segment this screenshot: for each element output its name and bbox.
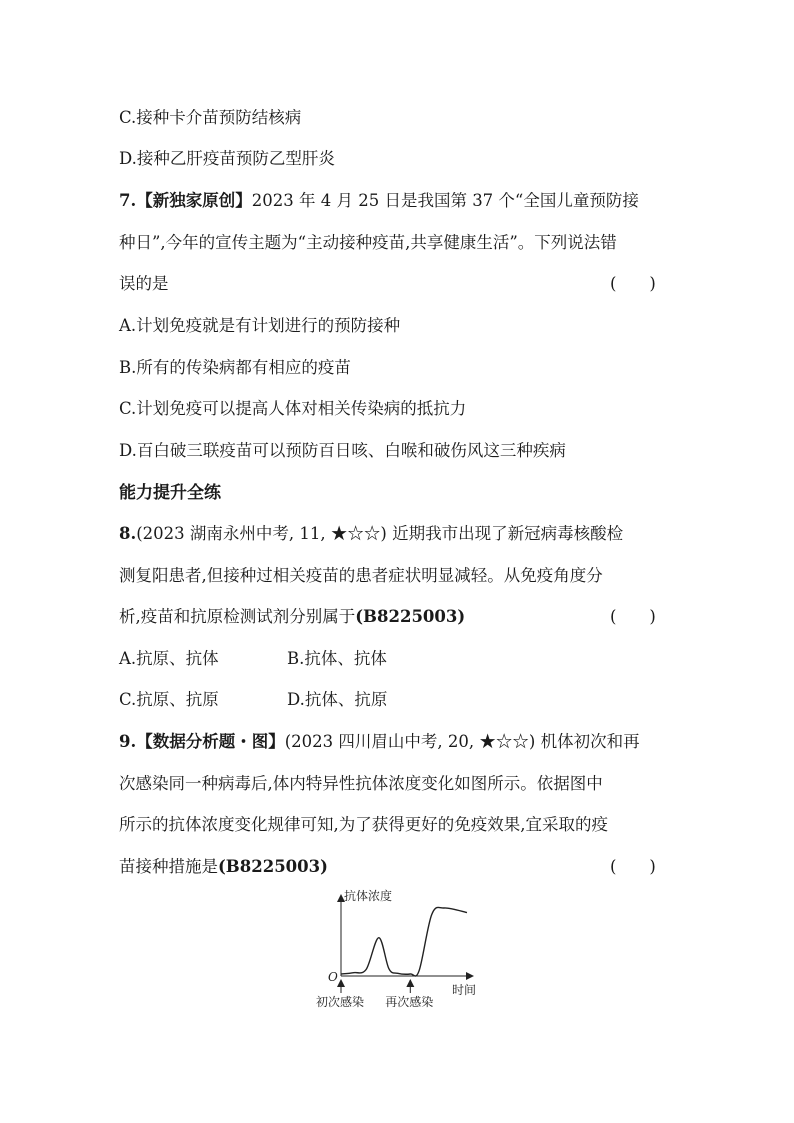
- q9-stem-text1: (2023 四川眉山中考, 20, ★☆☆) 机体初次和再: [284, 732, 640, 751]
- q8-option-b: B.抗体、抗体: [287, 649, 387, 668]
- q9-stem-line3: 所示的抗体浓度变化规律可知,为了获得更好的免疫效果,宜采取的疫: [119, 815, 608, 834]
- y-axis-label: 抗体浓度: [344, 889, 393, 903]
- q8-stem-line1: [119, 523, 623, 545]
- q8-code: (B8225003): [355, 607, 466, 626]
- origin-label: O: [328, 970, 338, 984]
- q8-stem-line2: 测复阳患者,但接种过相关疫苗的患者症状明显减轻。从免疫角度分: [119, 566, 603, 585]
- q8-stem-text3: 析,疫苗和抗原检测试剂分别属于: [119, 607, 356, 626]
- q9-answer-paren: ( ): [610, 857, 656, 876]
- q7-option-a: A.计划免疫就是有计划进行的预防接种: [119, 316, 401, 335]
- x-axis-label: 时间: [452, 983, 477, 997]
- q7-stem-line3: 误的是: [119, 274, 169, 293]
- q9-stem-line4: [119, 856, 328, 878]
- q7-tag: 【新独家原创】: [136, 191, 252, 210]
- q7-option-b: B.所有的传染病都有相应的疫苗: [119, 358, 351, 377]
- section-heading: 能力提升全练: [119, 483, 221, 503]
- q6-option-d: D.接种乙肝疫苗预防乙型肝炎: [119, 149, 335, 168]
- q9-code: (B8225003): [218, 857, 328, 876]
- q7-stem-line1: [119, 190, 639, 212]
- q9-stem-text4: 苗接种措施是: [119, 857, 218, 876]
- q6-option-c: C.接种卡介苗预防结核病: [119, 108, 302, 127]
- q7-answer-paren: ( ): [610, 274, 656, 293]
- q7-stem-line2: 种日”,今年的宣传主题为“主动接种疫苗,共享健康生活”。下列说法错: [119, 233, 617, 252]
- q8-option-c: C.抗原、抗原: [119, 690, 219, 709]
- first-infection-label: 初次感染: [316, 995, 365, 1009]
- q9-number: 9.: [119, 732, 137, 751]
- q9-stem-line1: [119, 731, 640, 753]
- second-infection-label: 再次感染: [385, 995, 434, 1009]
- q7-number: 7.: [119, 191, 137, 210]
- q8-stem-line3: [119, 606, 465, 628]
- antibody-curve: [341, 907, 467, 976]
- q8-number: 8.: [119, 524, 137, 543]
- q7-stem-text1: 2023 年 4 月 25 日是我国第 37 个“全国儿童预防接: [251, 191, 639, 210]
- q7-option-c: C.计划免疫可以提高人体对相关传染病的抵抗力: [119, 399, 467, 418]
- q8-option-a: A.抗原、抗体: [119, 649, 219, 668]
- antibody-chart: [300, 880, 500, 1015]
- q8-stem-text1: (2023 湖南永州中考, 11, ★☆☆) 近期我市出现了新冠病毒核酸检: [136, 524, 624, 543]
- q9-tag: 【数据分析题・图】: [136, 732, 285, 751]
- q8-answer-paren: ( ): [610, 607, 656, 626]
- q9-stem-line2: 次感染同一种病毒后,体内特异性抗体浓度变化如图所示。依据图中: [119, 774, 603, 793]
- q8-option-d: D.抗体、抗原: [287, 690, 388, 709]
- q7-option-d: D.百白破三联疫苗可以预防百日咳、白喉和破伤风这三种疾病: [119, 441, 566, 460]
